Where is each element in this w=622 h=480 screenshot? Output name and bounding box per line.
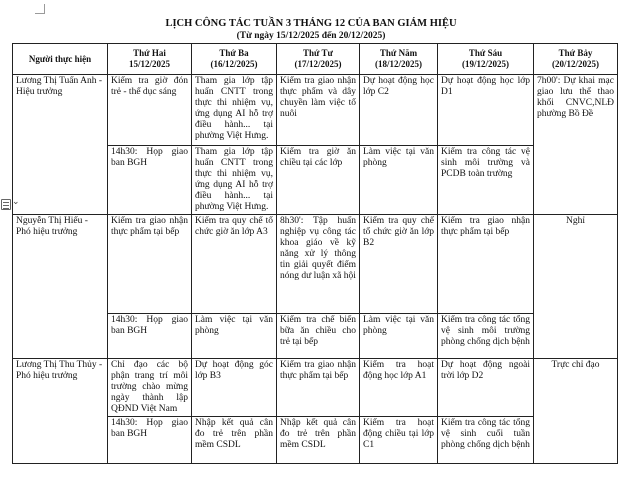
schedule-cell: Kiểm tra giờ ăn chiều tại các lớp xyxy=(277,146,360,215)
chevron-down-icon: ⌄ xyxy=(12,197,20,207)
schedule-cell: Kiểm tra chế biến bữa ăn chiều cho trẻ tại bếp xyxy=(277,314,360,359)
schedule-cell: Kiểm tra công tác tổng vệ sinh môi trường phòng chống dịch bệnh xyxy=(438,314,534,359)
schedule-cell: Kiểm tra quy chế tổ chức giờ ăn lớp B2 xyxy=(360,215,438,314)
header-row xyxy=(13,44,618,75)
header-day: Thứ Tư (17/12/2025) xyxy=(277,44,360,75)
schedule-cell: Chỉ đạo các bộ phận trang trí môi trường chào mừng ngày thành lập QĐND Việt Nam xyxy=(108,359,192,417)
schedule-cell: Làm việc tại văn phòng xyxy=(192,314,277,359)
person-name: Nguyễn Thị Hiếu - Phó hiệu trưởng xyxy=(13,215,108,359)
header-day: Thứ Bảy (20/12/2025) xyxy=(534,44,618,75)
schedule-cell: 14h30: Họp giao ban BGH xyxy=(108,146,192,215)
schedule-subtitle: (Từ ngày 15/12/2025 đến 20/12/2025) xyxy=(236,31,386,41)
schedule-cell: Tham gia lớp tập huấn CNTT trong thực thi nhiệm vụ, ứng dụng AI hỗ trợ điều hành... tại phường Việt Hưng. xyxy=(192,75,277,146)
schedule-cell: 14h30: Họp giao ban BGH xyxy=(108,314,192,359)
schedule-cell: Kiểm tra hoạt động chiều tại lớp C1 xyxy=(360,417,438,464)
schedule-cell: Làm việc tại văn phòng xyxy=(360,146,438,215)
schedule-cell: Kiểm tra giờ đón trẻ - thể dục sáng xyxy=(108,75,192,146)
schedule-cell: Tham gia lớp tập huấn CNTT trong thực thi nhiệm vụ, ứng dụng AI hỗ trợ điều hành... tại phường Việt Hưng. xyxy=(192,146,277,215)
schedule-cell: Kiểm tra hoạt động học lớp A1 xyxy=(360,359,438,417)
schedule-cell: Kiểm tra quy chế tổ chức giờ ăn lớp A3 xyxy=(192,215,277,314)
layout-lines-icon xyxy=(1,199,11,210)
schedule-cell: Kiểm tra giao nhận thực phẩm tại bếp xyxy=(277,359,360,417)
schedule-cell: Dự hoạt động học lớp C2 xyxy=(360,75,438,146)
header-day: Thứ Sáu (19/12/2025) xyxy=(438,44,534,75)
schedule-cell: Dự hoạt động ngoài trời lớp D2 xyxy=(438,359,534,417)
schedule-cell: 8h30': Tập huấn nghiệp vụ công tác khoa giáo về kỹ năng xử lý thông tin giải quyết điểm nóng dư luận xã hội xyxy=(277,215,360,314)
schedule-cell: Kiểm tra công tác vệ sinh môi trường và PCDB toàn trường xyxy=(438,146,534,215)
page-corner-mark xyxy=(35,4,45,14)
schedule-cell: Nhập kết quả cân đo trẻ trên phần mềm CSDL xyxy=(192,417,277,464)
schedule-cell: Kiểm tra giao nhận thực phẩm tại bếp xyxy=(438,215,534,314)
person-name: Lương Thị Thu Thủy - Phó hiệu trưởng xyxy=(13,359,108,464)
schedule-title: LỊCH CÔNG TÁC TUẦN 3 THÁNG 12 CỦA BAN GIÁM HIỆU xyxy=(165,18,457,29)
table-row xyxy=(13,75,618,146)
schedule-cell: Dự hoạt động học lớp D1 xyxy=(438,75,534,146)
table-row xyxy=(13,359,618,417)
table-row xyxy=(13,215,618,314)
schedule-cell: Kiểm tra công tác tổng vệ sinh cuối tuần phòng chống dịch bệnh xyxy=(438,417,534,464)
schedule-cell: Dự hoạt động góc lớp B3 xyxy=(192,359,277,417)
saturday-cell: Trực chỉ đạo xyxy=(534,359,618,464)
schedule-cell: Nhập kết quả cân đo trẻ trên phần mềm CSDL xyxy=(277,417,360,464)
saturday-cell: 7h00': Dự khai mạc giao lưu thể thao khối CNVC,NLĐ phường Bồ Đề xyxy=(534,75,618,215)
person-name: Lương Thị Tuấn Anh - Hiệu trưởng xyxy=(13,75,108,215)
header-day: Thứ Hai 15/12/2025 xyxy=(108,44,192,75)
saturday-cell: Nghỉ xyxy=(534,215,618,359)
schedule-table xyxy=(12,43,618,464)
schedule-cell: Làm việc tại văn phòng xyxy=(360,314,438,359)
schedule-cell: Kiểm tra giao nhận thực phẩm tại bếp xyxy=(108,215,192,314)
header-day: Thứ Năm (18/12/2025) xyxy=(360,44,438,75)
header-performer: Người thực hiện xyxy=(13,44,108,75)
schedule-cell: Kiểm tra giao nhận thực phẩm và dây chuyền làm việc tổ nuôi xyxy=(277,75,360,146)
header-day: Thứ Ba (16/12/2025) xyxy=(192,44,277,75)
schedule-cell: 14h30: Họp giao ban BGH xyxy=(108,417,192,464)
